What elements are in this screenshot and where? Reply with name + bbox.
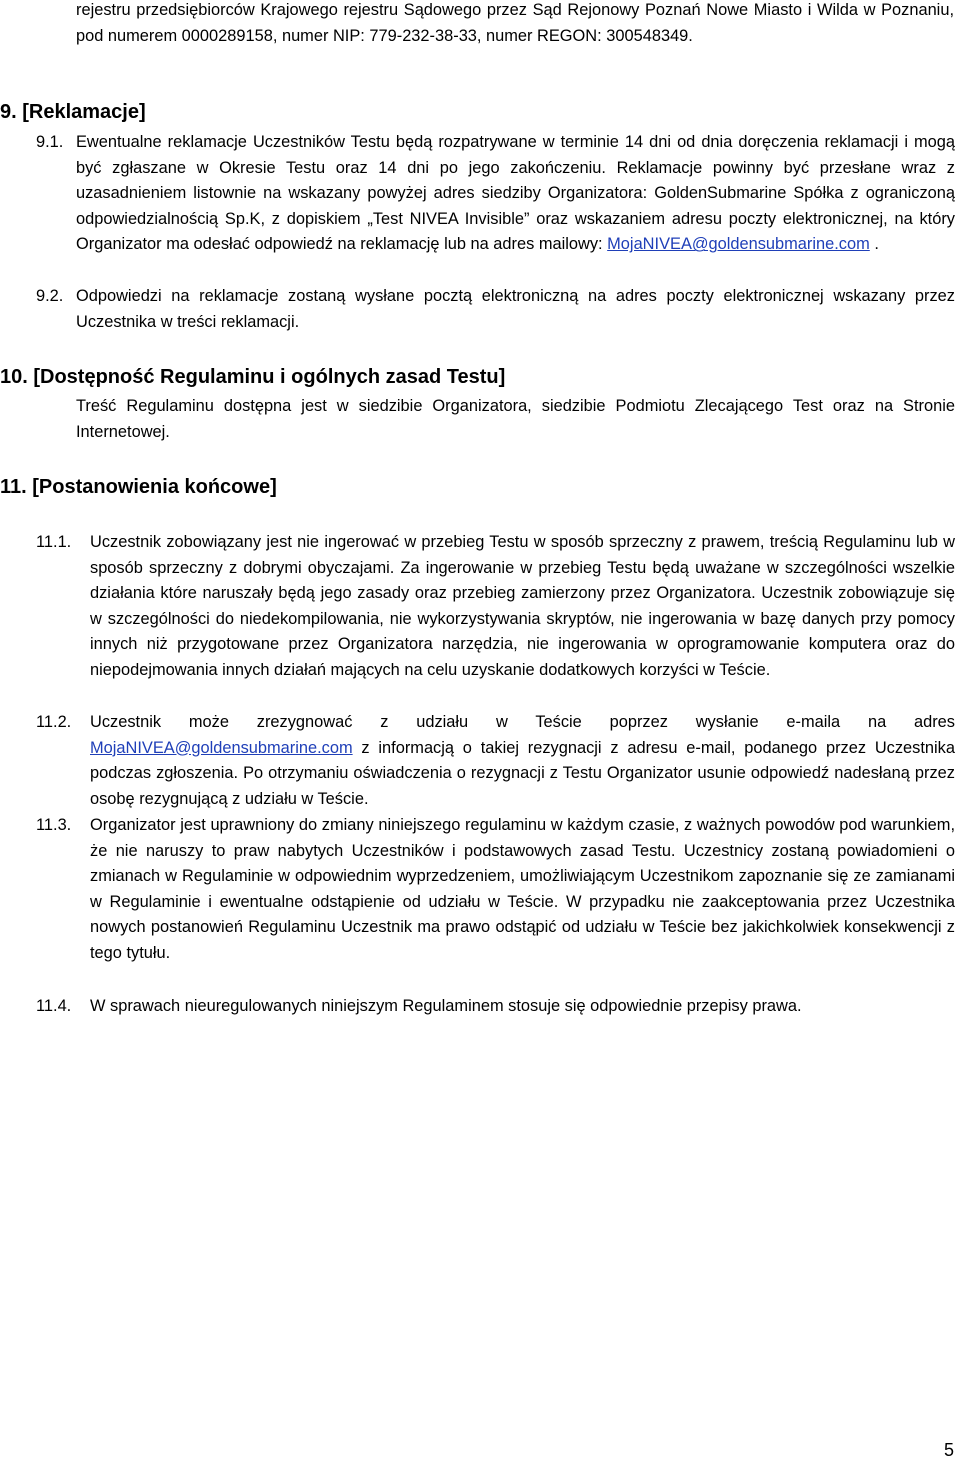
- page-number: 5: [943, 1440, 954, 1460]
- clause-11-2-text: Uczestnik może zrezygnować z udziału w Teście poprzez wysłanie e-maila na adres MojaNIVEA@goldensubmarine.com z informacją o takiej rezygnacji z adresu e-mail, podanego przez Uczestnika podczas zgłoszenia. Po otrzymaniu oświadczenia o rezygnacji z Testu Organizator usunie odpowiedź nadesłaną przez osobę rezygnującą z udziału w Teście.: [90, 713, 955, 808]
- section-10-heading: 10. [Dostępność Regulaminu i ogólnych zasad Testu]: [0, 366, 506, 388]
- clause-11-3-text: Organizator jest uprawniony do zmiany niniejszego regulaminu w każdym czasie, z ważnych powodów pod warunkiem, że nie naruszy to praw nabytych Uczestników i podstawowych zasad Testu. Uczestnicy zostaną powiadomieni o zmianach w Regulaminie w odpowiednim wyprzedzeniem, umożliwiającym Uczestnikom zapoznanie się ze zamianami w Regulaminie i ewentualne odstąpienie od udziału w Teście. W przypadku nie zaakceptowania przez Uczestnika nowych postanowień Regulaminu Uczestnik ma prawo odstąpić od udziału w Teście bez jakichkolwiek konsekwencji z tego tytułu.: [90, 816, 955, 962]
- resignation-email-link[interactable]: MojaNIVEA@goldensubmarine.com: [90, 738, 353, 757]
- clause-11-4-text: W sprawach nieuregulowanych niniejszym Regulaminem stosuje się odpowiednie przepisy prawa.: [90, 997, 802, 1015]
- intro-paragraph: rejestru przedsiębiorców Krajowego rejestru Sądowego przez Sąd Rejonowy Poznań Nowe Miasto i Wilda w Poznaniu, pod numerem 0000289158, numer NIP: 779-232-38-33, numer REGON: 300548349.: [76, 1, 954, 45]
- clause-9-1-number: 9.1.: [36, 133, 64, 151]
- clause-9-2-text: Odpowiedzi na reklamacje zostaną wysłane pocztą elektroniczną na adres poczty elektronicznej wskazany przez Uczestnika w treści reklamacji.: [76, 287, 955, 331]
- clause-11-4-number: 11.4.: [36, 997, 72, 1015]
- section-10-text: Treść Regulaminu dostępna jest w siedzibie Organizatora, siedzibie Podmiotu Zlecającego Test oraz na Stronie Internetowej.: [76, 397, 955, 441]
- section-9-heading: 9. [Reklamacje]: [0, 101, 146, 123]
- clause-11-2-number: 11.2.: [36, 713, 72, 731]
- clause-11-3-number: 11.3.: [36, 816, 72, 834]
- clause-11-1-text: Uczestnik zobowiązany jest nie ingerować w przebieg Testu w sposób sprzeczny z prawem, treścią Regulaminu lub w sposób sprzeczny z dobrymi obyczajami. Za ingerowanie w przebieg Testu będą uważane w szczególności wszelkie działania które naruszały będą jego zasady oraz przebieg zamierzony przez Organizatora. Uczestnik zobowiązuje się w szczególności do niedekompilowania, nie wykorzystywania skryptów, nie ingerowania w bazę danych przy pomocy innych niż przygotowane przez Organizatora narzędzia, nie ingerowania w oprogramowanie komputera oraz do niepodejmowania innych działań mających na celu uzyskanie dodatkowych korzyści w Teście.: [90, 533, 955, 679]
- complaint-email-link[interactable]: MojaNIVEA@goldensubmarine.com: [607, 235, 870, 254]
- clause-9-1-text: Ewentualne reklamacje Uczestników Testu będą rozpatrywane w terminie 14 dni od dnia doręczenia reklamacji i mogą być zgłaszane w Okresie Testu oraz 14 dni po jego zakończeniu. Reklamacje powinny być przesłane wraz z uzasadnieniem listownie na wskazany powyżej adres siedziby Organizatora: GoldenSubmarine Spółka z ograniczoną odpowiedzialnością Sp.K, z dopiskiem „Test NIVEA Invisible” oraz wskazaniem adresu poczty elektronicznej, na który Organizator ma odesłać odpowiedź na reklamację lub na adres mailowy: MojaNIVEA@goldensubmarine.com .: [76, 133, 955, 254]
- section-11-heading: 11. [Postanowienia końcowe]: [0, 476, 277, 498]
- clause-9-2-number: 9.2.: [36, 287, 64, 305]
- clause-11-1-number: 11.1.: [36, 533, 72, 551]
